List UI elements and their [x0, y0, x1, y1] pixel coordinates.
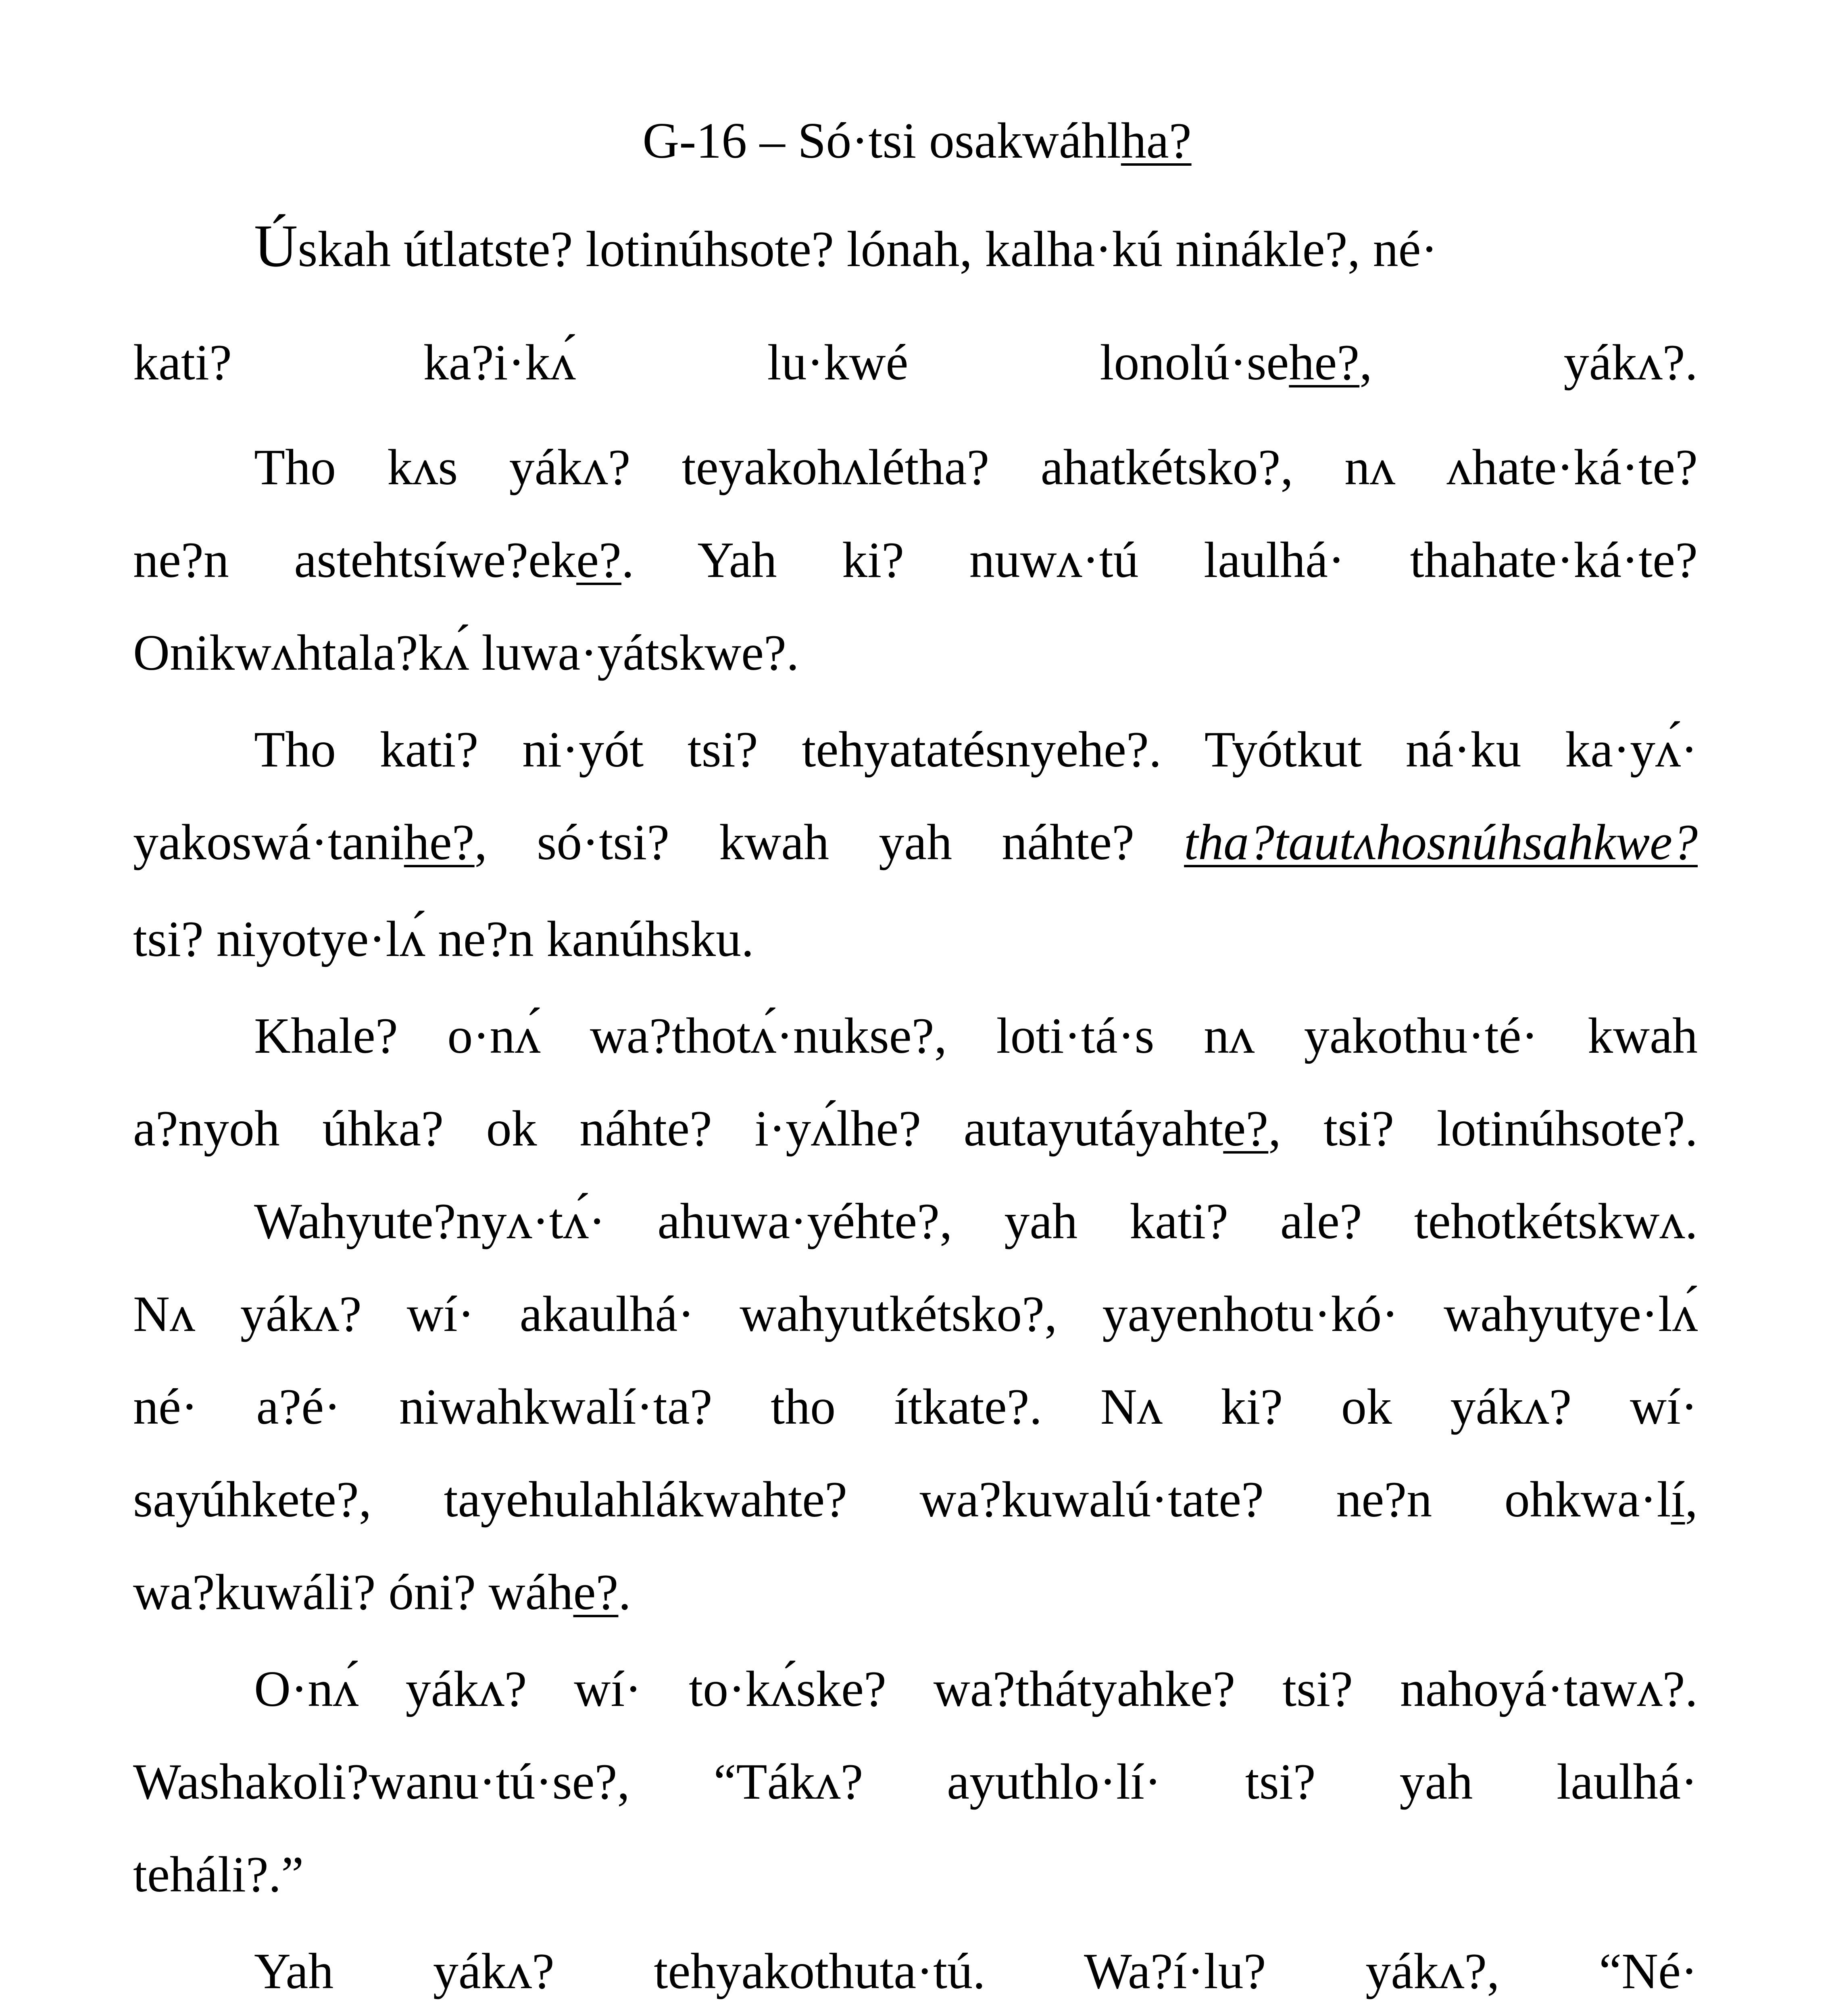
text-segment: e?: [1223, 1101, 1269, 1157]
text-segment: , tsi? lotinúhsote?.: [1268, 1101, 1698, 1157]
text-line-13: [133, 1375, 1698, 1439]
text-segment: Onikwʌhtala?kʌ́ luwa·yátskwe?.: [133, 625, 799, 681]
text-line-15: [133, 1560, 1698, 1625]
text-segment: tha?tautʌhosnúhsahkwe?: [1184, 814, 1698, 871]
text-line-4: [133, 528, 1698, 593]
text-segment: e?: [573, 1564, 619, 1620]
text-line-9: [254, 1004, 1698, 1068]
text-segment: tsi? niyotye·lʌ́ ne?n kanúhsku.: [133, 911, 754, 967]
text-segment: .: [618, 1564, 631, 1620]
text-line-5: [133, 621, 1698, 685]
text-line-6: [254, 718, 1698, 782]
text-segment: Tho kʌs yákʌ? teyakohʌlétha? ahatkétsko?, nʌ ʌhate·ká·te?: [254, 439, 1698, 496]
text-segment: Washakoli?wanu·tú·se?, “Tákʌ? ayuthlo·lí· tsi? yah laulhá·: [133, 1754, 1698, 1810]
text-line-11: [254, 1189, 1698, 1254]
page-title: [0, 109, 1834, 173]
text-line-10: [133, 1097, 1698, 1161]
title-underlined: ha?: [1121, 113, 1192, 169]
text-segment: Wahyute?nyʌ·tʌ́· ahuwa·yéhte?, yah kati? ale? tehotkétskwʌ.: [254, 1193, 1698, 1250]
text-segment: , só·tsi? kwah yah náhte?: [474, 814, 1184, 871]
text-segment: ,: [1685, 1472, 1698, 1528]
text-line-3: [254, 435, 1698, 500]
text-line-7: [133, 810, 1698, 875]
text-segment: yakoswá·tani: [133, 814, 404, 871]
text-segment: Nʌ yákʌ? wí· akaulhá· wahyutkétsko?, yayenhotu·kó· wahyutye·lʌ́: [133, 1286, 1698, 1342]
text-line-17: [133, 1750, 1698, 1814]
text-line-8: [133, 907, 1698, 972]
text-segment: he?: [1289, 335, 1360, 391]
text-line-18: [133, 1843, 1698, 1907]
text-line-2: [133, 331, 1698, 395]
text-segment: a?nyoh úhka? ok náhte? i·yʌ́lhe? autayutáyaht: [133, 1101, 1223, 1157]
text-line-19: [254, 1939, 1698, 2004]
text-segment: kati? ka?i·kʌ́ lu·kwé lonolú·se: [133, 335, 1289, 391]
text-segment: e?: [576, 532, 621, 588]
text-segment: Ú: [254, 212, 298, 279]
text-segment: O·nʌ́ yákʌ? wí· to·kʌ́ske? wa?thátyahke? tsi? nahoyá·tawʌ?.: [254, 1661, 1698, 1717]
text-segment: he?: [404, 814, 475, 871]
text-segment: wa?kuwáli? óni? wáh: [133, 1564, 573, 1620]
text-segment: Khale? o·nʌ́ wa?thotʌ́·nukse?, loti·tá·s nʌ yakothu·té· kwah: [254, 1008, 1698, 1064]
title-text: G-16 – Só·tsi osakwáhl: [642, 113, 1121, 169]
text-segment: sayúhkete?, tayehulahlákwahte? wa?kuwalú·tate? ne?n ohkwa·l: [133, 1472, 1671, 1528]
text-line-14: [133, 1468, 1698, 1532]
text-segment: . Yah ki? nuwʌ·tú laulhá· thahate·ká·te?: [621, 532, 1698, 588]
text-segment: Yah yákʌ? tehyakothuta·tú. Wa?í·lu? yákʌ?, “Né·: [254, 1943, 1698, 1999]
text-segment: skah útlatste? lotinúhsote? lónah, kalha·kú ninákle?, né·: [298, 221, 1438, 277]
text-segment: , yákʌ?.: [1359, 335, 1698, 391]
text-line-12: [133, 1282, 1698, 1347]
text-line-1: [254, 214, 1698, 282]
text-line-16: [254, 1657, 1698, 1722]
text-segment: ne?n astehtsíwe?ek: [133, 532, 577, 588]
text-segment: Tho kati? ni·yót tsi? tehyatatésnyehe?. Tyótkut ná·ku ka·yʌ́·: [254, 722, 1698, 778]
text-segment: né· a?é· niwahkwalí·ta? tho ítkate?. Nʌ ki? ok yákʌ? wí·: [133, 1379, 1698, 1435]
text-segment: teháli?.”: [133, 1847, 304, 1903]
text-segment: í: [1671, 1472, 1685, 1528]
